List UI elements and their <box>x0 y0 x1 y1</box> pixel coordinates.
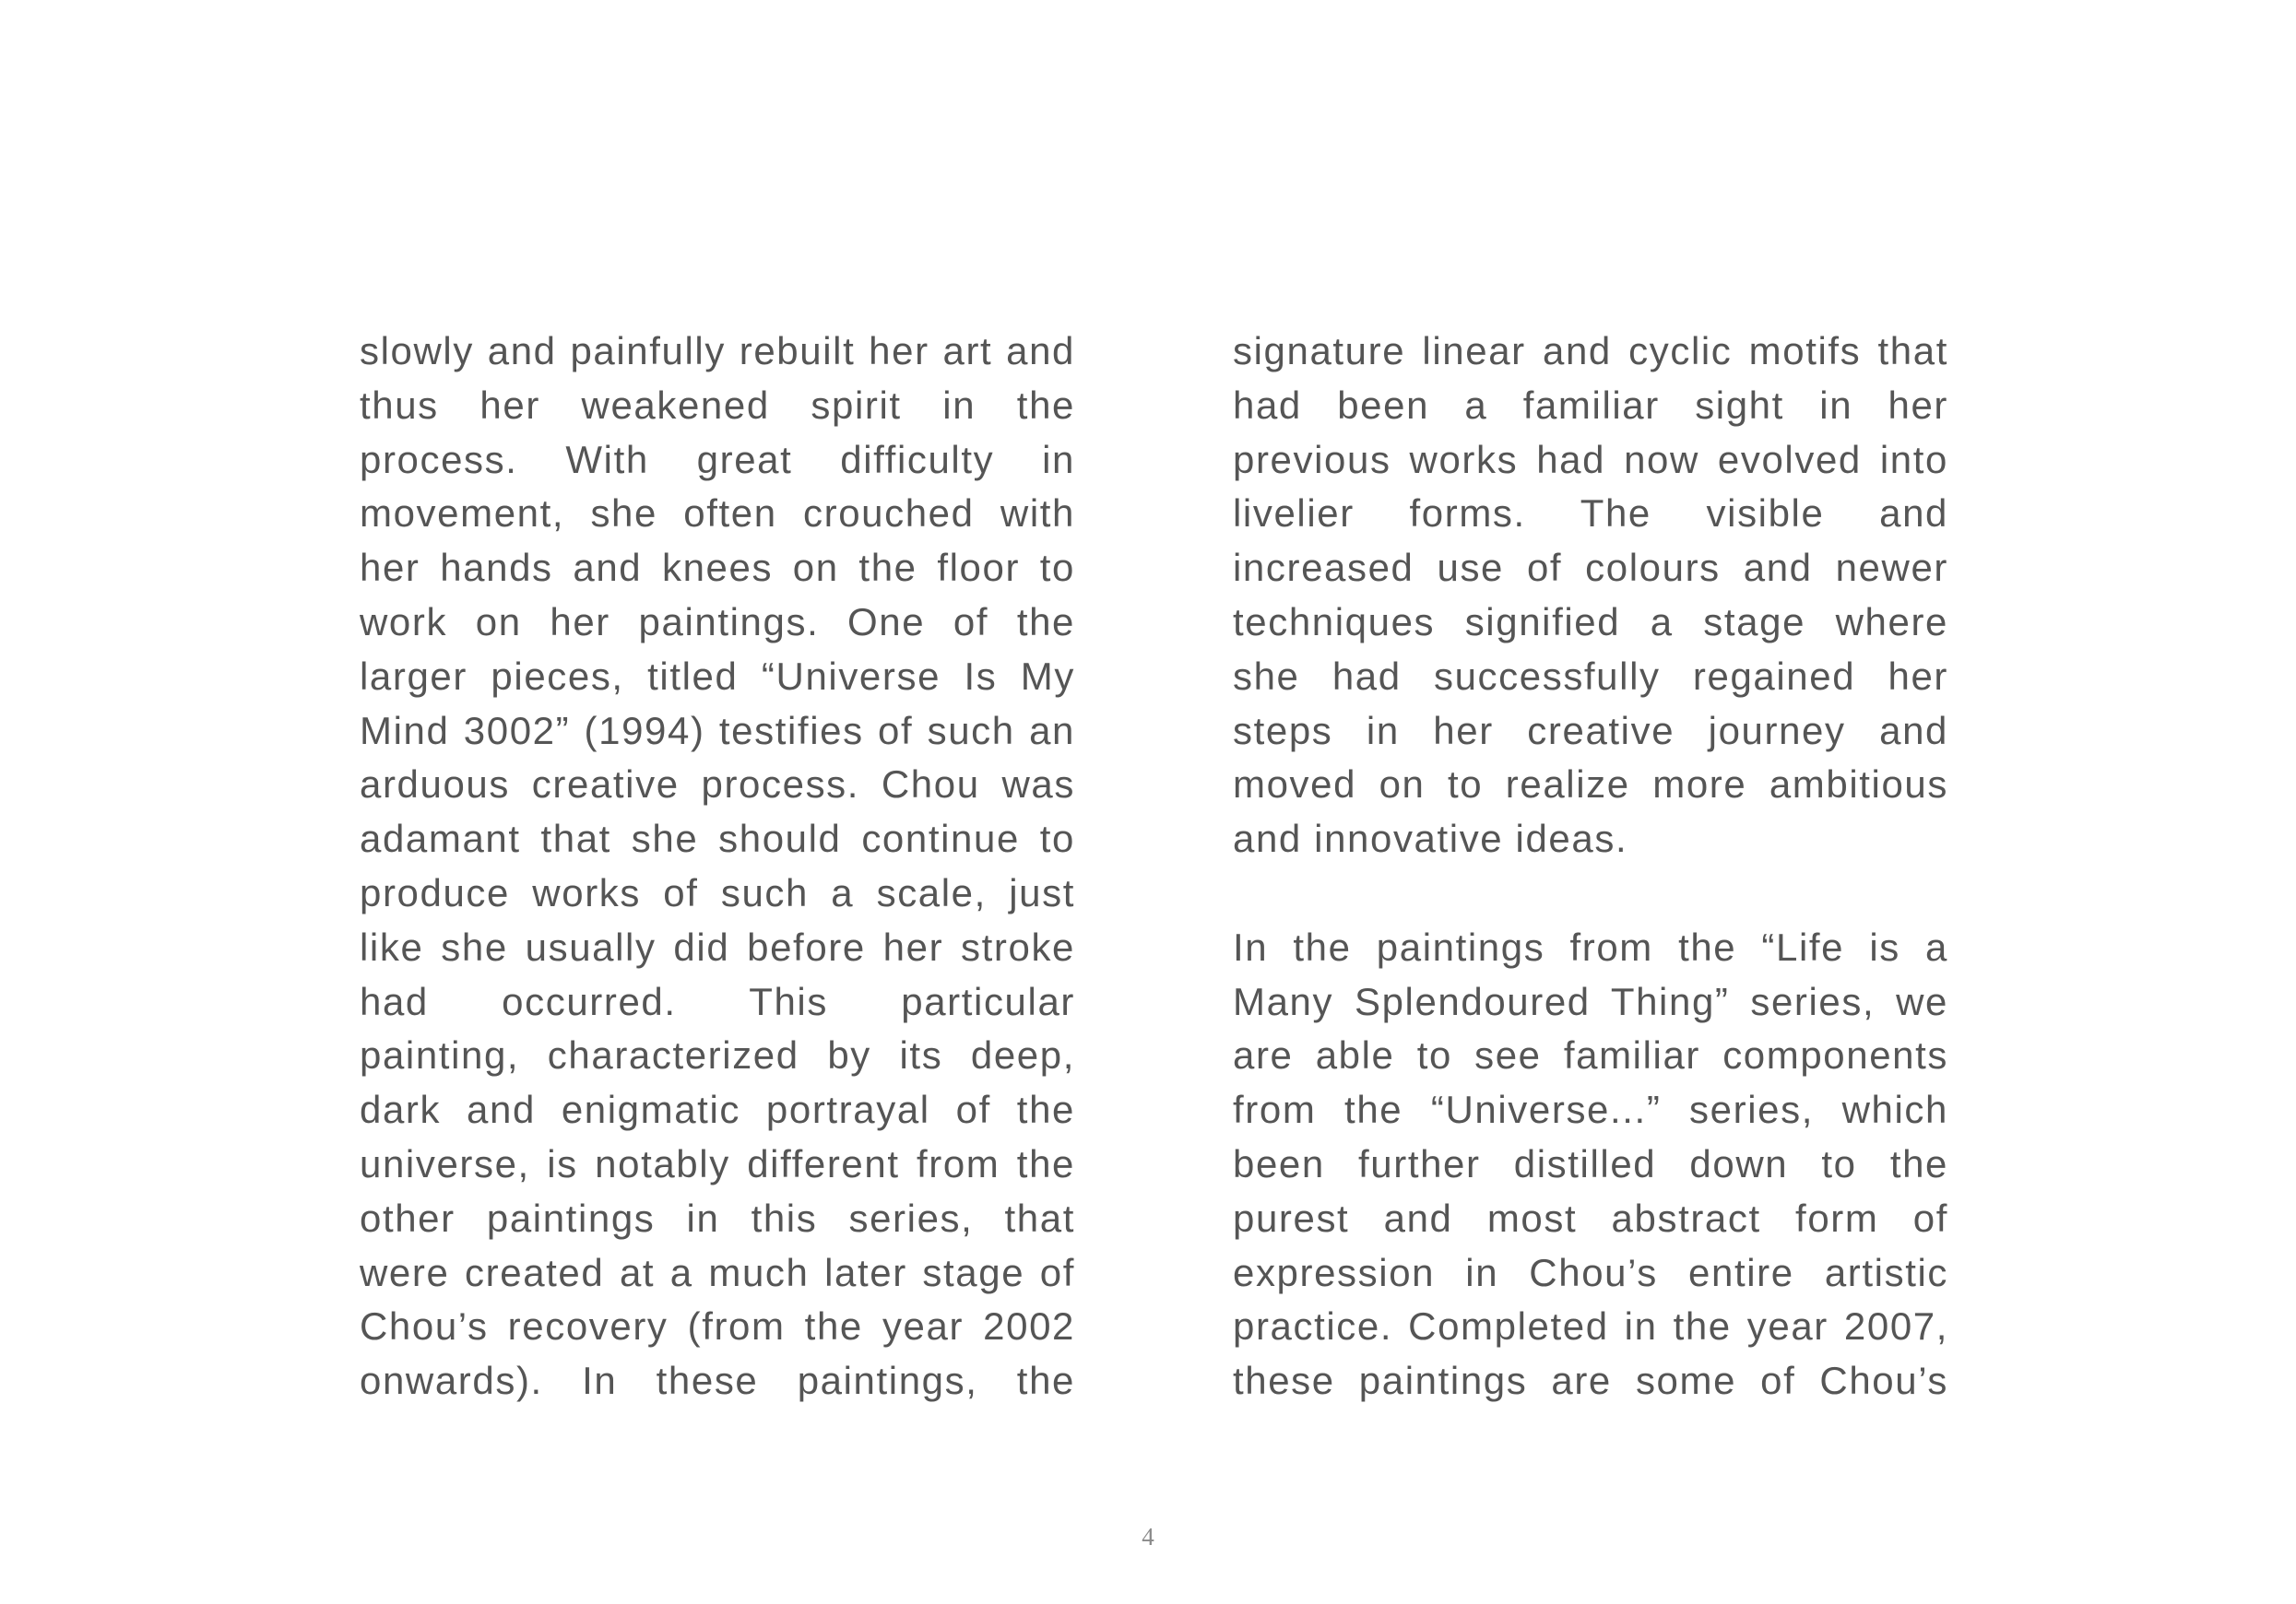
text-line: from the “Universe...” series, which <box>1233 1088 1948 1132</box>
text-line: onwards). In these paintings, the <box>360 1359 1075 1403</box>
text-line: Many Splendoured Thing” series, we <box>1233 979 1948 1023</box>
text-line: like she usually did before her stroke <box>360 925 1075 969</box>
text-line: produce works of such a scale, just <box>360 870 1075 914</box>
text-line: purest and most abstract form of <box>1233 1196 1948 1240</box>
paragraph <box>1233 324 1948 867</box>
text-line: In the paintings from the “Life is a <box>1233 925 1948 969</box>
text-line: thus her weakened spirit in the <box>360 383 1075 427</box>
text-line: work on her paintings. One of the <box>360 599 1075 643</box>
text-line: previous works had now evolved into <box>1233 437 1948 481</box>
text-line: arduous creative process. Chou was <box>360 762 1075 807</box>
text-line: signature linear and cyclic motifs that <box>1233 329 1948 372</box>
text-line: movement, she often crouched with <box>360 491 1075 536</box>
text-line: dark and enigmatic portrayal of the <box>360 1088 1075 1132</box>
right-text-column <box>1233 324 1948 1409</box>
text-line: painting, characterized by its deep, <box>360 1033 1075 1078</box>
left-text-column <box>360 324 1075 1409</box>
text-line: had occurred. This particular <box>360 979 1075 1023</box>
text-line: Chou’s recovery (from the year 2002 <box>360 1304 1075 1349</box>
text-line: increased use of colours and newer <box>1233 546 1948 590</box>
text-line: larger pieces, titled “Universe Is My <box>360 654 1075 698</box>
text-line: had been a familiar sight in her <box>1233 383 1948 427</box>
text-line: been further distilled down to the <box>1233 1141 1948 1185</box>
text-line: adamant that she should continue to <box>360 817 1075 861</box>
text-line: her hands and knees on the floor to <box>360 546 1075 590</box>
text-line: techniques signified a stage where <box>1233 599 1948 643</box>
text-line: process. With great difficulty in <box>360 437 1075 481</box>
text-line: moved on to realize more ambitious <box>1233 762 1948 807</box>
text-line: steps in her creative journey and <box>1233 708 1948 752</box>
text-line: slowly and painfully rebuilt her art and <box>360 329 1075 372</box>
text-line: other paintings in this series, that <box>360 1196 1075 1240</box>
paragraph <box>1233 921 1948 1409</box>
text-line: livelier forms. The visible and <box>1233 491 1948 536</box>
text-line: and innovative ideas. <box>1233 817 1628 861</box>
text-line: practice. Completed in the year 2007, <box>1233 1304 1948 1349</box>
text-line: universe, is notably different from the <box>360 1141 1075 1185</box>
text-line: expression in Chou’s entire artistic <box>1233 1250 1948 1294</box>
text-line: she had successfully regained her <box>1233 654 1948 698</box>
text-line: these paintings are some of Chou’s <box>1233 1359 1948 1403</box>
paragraph-spacer <box>1233 867 1948 921</box>
text-line: Mind 3002” (1994) testifies of such an <box>360 708 1075 752</box>
text-line: are able to see familiar components <box>1233 1033 1948 1078</box>
text-line: were created at a much later stage of <box>360 1250 1075 1294</box>
page-number: 4 <box>1142 1523 1154 1551</box>
